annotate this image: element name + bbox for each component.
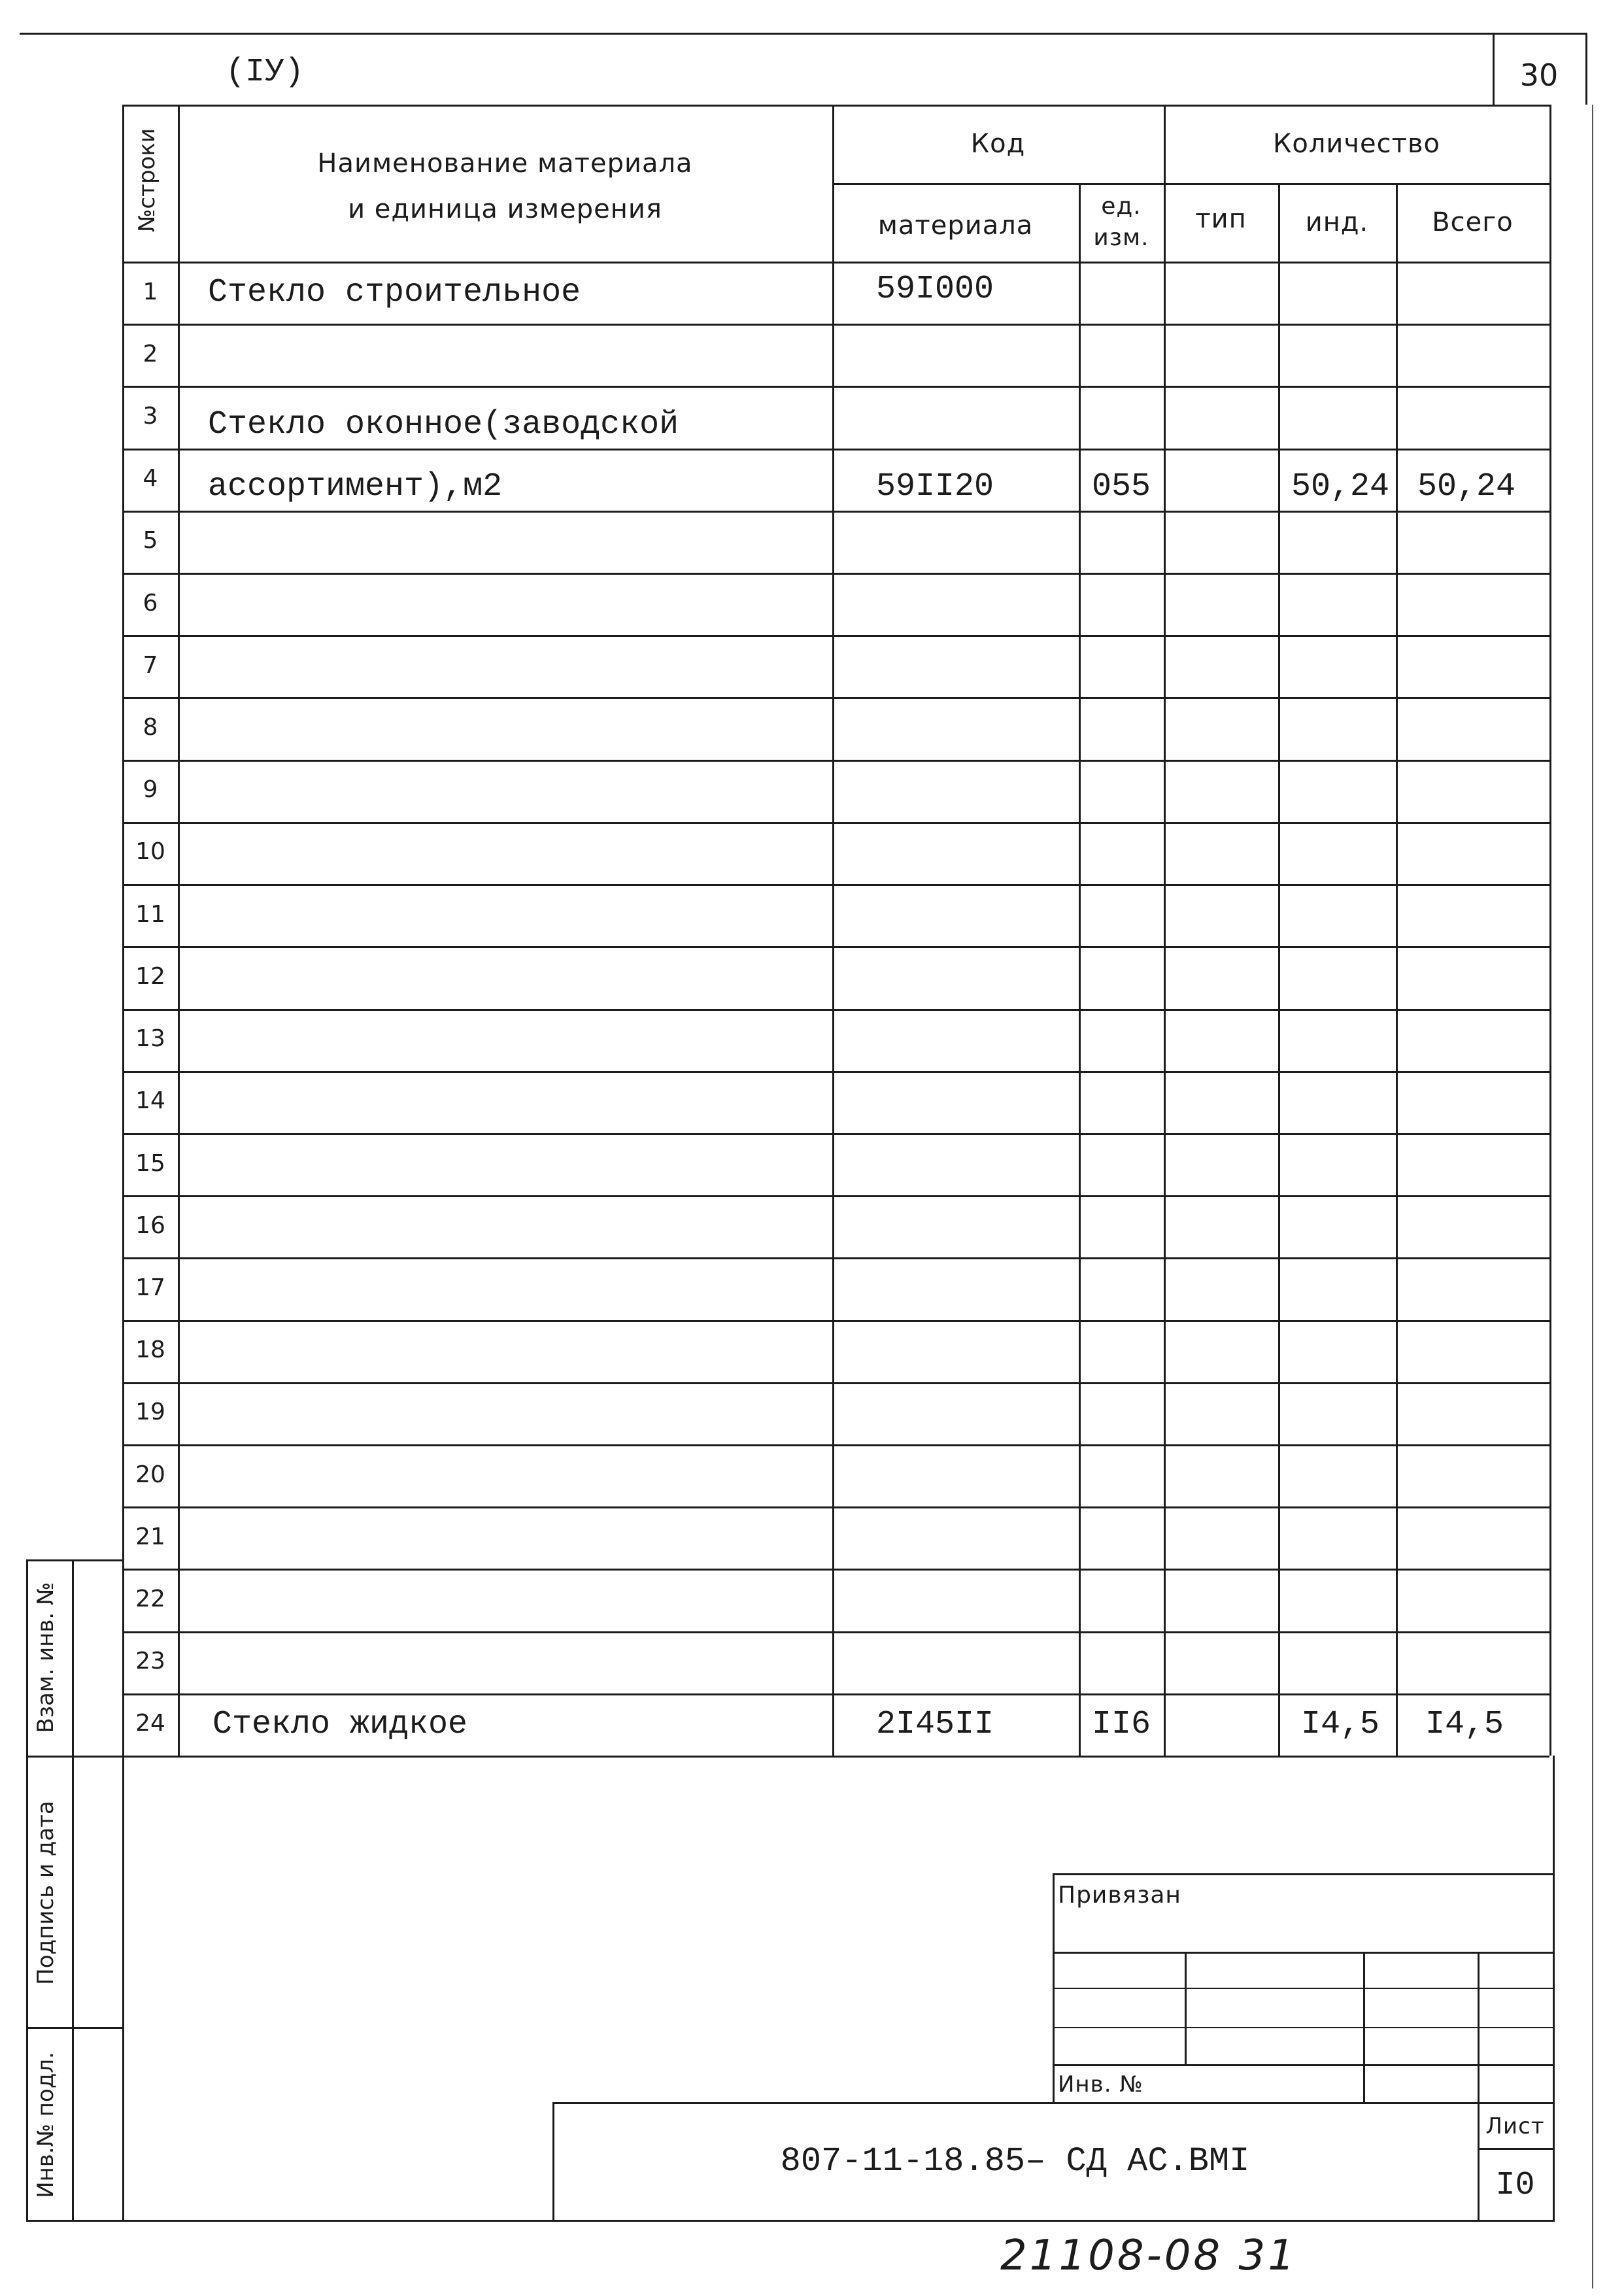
- handwritten-number: 21108-08 31: [1000, 2232, 1297, 2280]
- row-divider: [122, 697, 1549, 699]
- row-divider: [122, 1382, 1549, 1384]
- row-number: 23: [135, 1648, 165, 1675]
- row-divider: [122, 1071, 1549, 1073]
- material-code-header: материала: [877, 211, 1034, 241]
- row-number: 24: [135, 1710, 165, 1737]
- row-divider: [122, 635, 1549, 637]
- row-divider: [122, 1631, 1549, 1633]
- unit-header-line2: изм.: [1093, 224, 1149, 251]
- section-label: (IУ): [226, 53, 305, 91]
- row-divider: [122, 386, 1549, 388]
- row-divider: [122, 760, 1549, 762]
- material-name: Стекло оконное(заводской: [208, 406, 679, 443]
- inventory-label: Инв.№ подл.: [33, 2052, 59, 2198]
- material-code: 59I000: [876, 271, 994, 308]
- name-header-line1: Наименование материала: [317, 148, 693, 178]
- inv-no-label: Инв. №: [1058, 2071, 1143, 2098]
- row-number: 11: [135, 900, 165, 928]
- row-number: 5: [143, 527, 158, 554]
- material-name: Стекло жидкое: [212, 1706, 468, 1743]
- sheet-label: Лист: [1485, 2113, 1545, 2139]
- row-number: 18: [135, 1336, 165, 1364]
- row-number: 12: [135, 962, 165, 990]
- row-number: 15: [135, 1149, 165, 1177]
- row-number: 19: [135, 1399, 165, 1426]
- row-number: 17: [135, 1274, 165, 1301]
- type-header: тип: [1195, 204, 1247, 234]
- privyazan-label: Привязан: [1058, 1881, 1181, 1909]
- total-quantity: I4,5: [1425, 1706, 1504, 1743]
- row-number: 1: [143, 278, 158, 305]
- row-divider: [122, 822, 1549, 824]
- ind-quantity: 50,24: [1291, 468, 1390, 505]
- name-header-line2: и единица измерения: [348, 194, 662, 224]
- unit-code: 055: [1091, 468, 1151, 505]
- ind-quantity: I4,5: [1301, 1706, 1380, 1743]
- row-divider: [122, 884, 1549, 886]
- ind-header: инд.: [1305, 207, 1369, 237]
- unit-header-line1: ед.: [1101, 192, 1142, 220]
- row-number: 8: [143, 714, 158, 741]
- row-number: 3: [143, 403, 158, 430]
- row-number: 6: [143, 589, 158, 617]
- page-number: 30: [1519, 58, 1559, 93]
- signature-date-label: Подпись и дата: [33, 1801, 59, 1985]
- sheet-number: I0: [1495, 2167, 1535, 2204]
- row-number: 21: [135, 1523, 165, 1550]
- row-number: 9: [143, 776, 158, 804]
- row-divider: [122, 1506, 1549, 1508]
- total-header: Всего: [1432, 207, 1514, 237]
- row-divider: [122, 1195, 1549, 1197]
- material-code: 59II20: [876, 468, 994, 505]
- material-code: 2I45II: [876, 1706, 994, 1743]
- quantity-group-header: Количество: [1272, 129, 1440, 159]
- row-divider: [122, 573, 1549, 575]
- document-code: 807-11-18.85– СД АС.ВМI: [780, 2141, 1250, 2181]
- row-number: 7: [143, 651, 158, 679]
- row-number: 22: [135, 1585, 165, 1612]
- material-name: ассортимент),м2: [208, 468, 503, 505]
- row-number: 20: [135, 1461, 165, 1488]
- code-group-header: Код: [970, 129, 1026, 159]
- row-divider: [122, 1320, 1549, 1322]
- row-number: 16: [135, 1212, 165, 1239]
- row-divider: [122, 324, 1549, 326]
- row-divider: [122, 1569, 1549, 1571]
- row-number: 10: [135, 838, 165, 866]
- vzam-label: Взам. инв. №: [33, 1582, 59, 1733]
- row-number: 13: [135, 1025, 165, 1053]
- row-divider: [122, 1257, 1549, 1259]
- material-name: Стекло строительное: [208, 274, 581, 311]
- total-quantity: 50,24: [1417, 468, 1516, 505]
- row-number: 2: [143, 340, 158, 367]
- row-number: 14: [135, 1087, 165, 1115]
- row-number-header: №строки: [134, 128, 160, 232]
- row-divider: [122, 946, 1549, 948]
- unit-code: II6: [1091, 1706, 1151, 1743]
- row-divider: [122, 1009, 1549, 1011]
- row-divider: [122, 1133, 1549, 1135]
- row-divider: [122, 1444, 1549, 1446]
- row-number: 4: [143, 465, 158, 492]
